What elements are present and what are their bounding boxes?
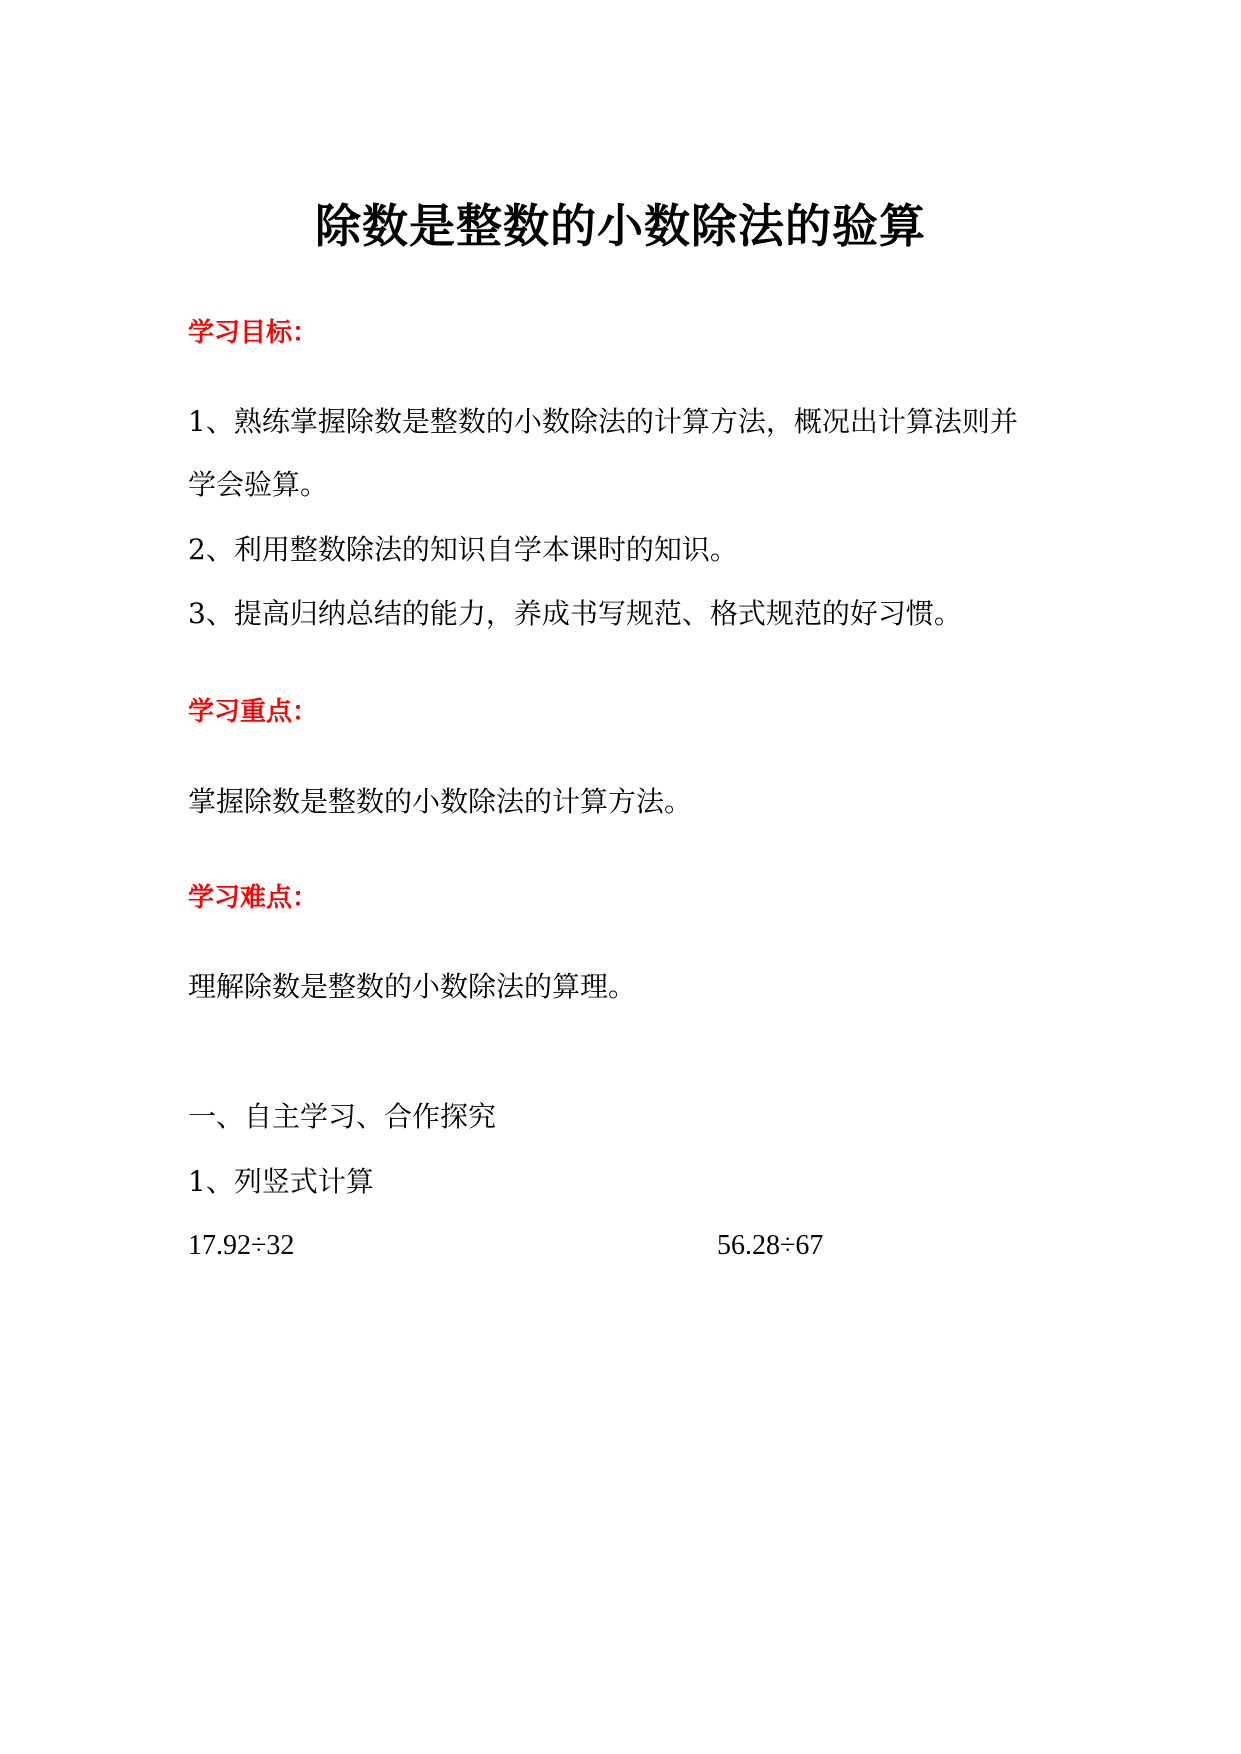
difficulties-heading: 学习难点：: [188, 883, 319, 913]
part-one-heading: 一、自主学习、合作探究: [188, 1100, 497, 1133]
document-title: 除数是整数的小数除法的验算: [315, 199, 926, 253]
goal-item-3: 3、提高归纳总结的能力，养成书写规范、格式规范的好习惯。: [188, 597, 962, 630]
goals-heading: 学习目标：: [188, 318, 319, 348]
goal-item-1: 1、熟练掌握除数是整数的小数除法的计算方法，概况出计算法则并: [188, 405, 1018, 438]
goal-item-1-continued: 学会验算。: [188, 468, 329, 501]
key-points-heading: 学习重点：: [188, 697, 319, 727]
key-points-text: 掌握除数是整数的小数除法的计算方法。: [188, 785, 693, 818]
calc-problem-2: 56.28÷67: [717, 1230, 824, 1261]
calc-problem-1: 17.92÷32: [188, 1230, 295, 1261]
part-one-subheading: 1、列竖式计算: [188, 1165, 374, 1198]
difficulties-text: 理解除数是整数的小数除法的算理。: [188, 970, 637, 1003]
goal-item-2: 2、利用整数除法的知识自学本课时的知识。: [188, 533, 738, 566]
